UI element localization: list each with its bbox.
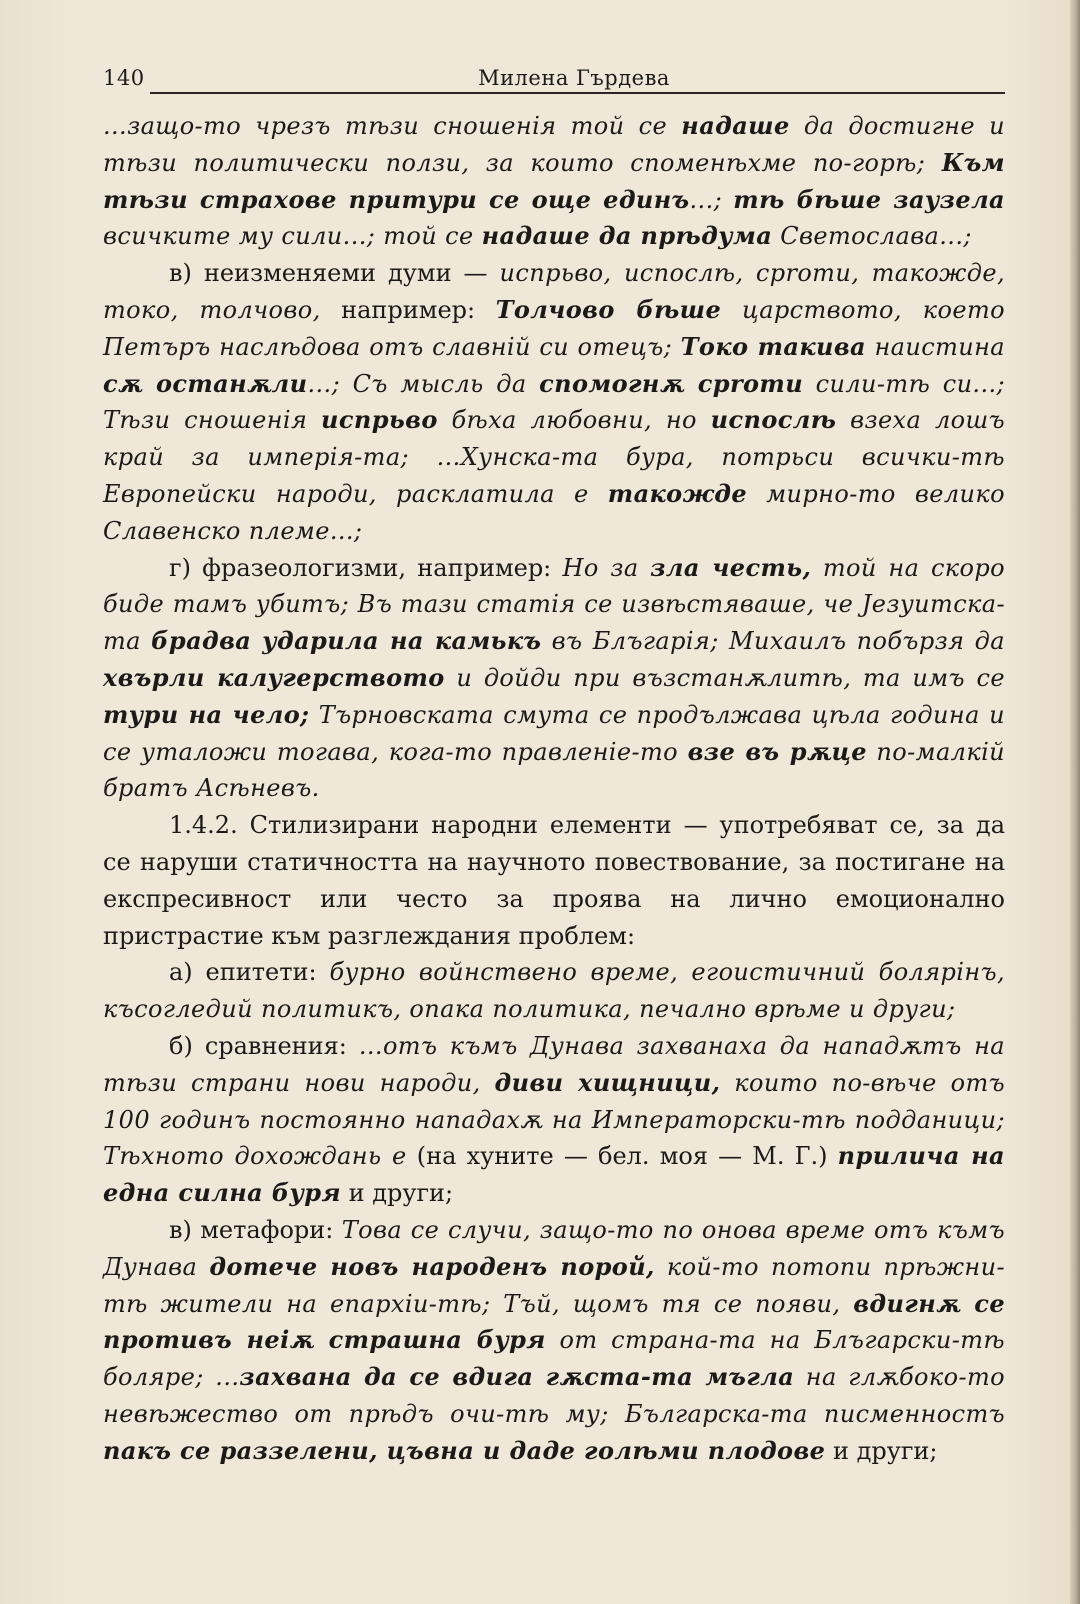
text-span: и други; [825, 1436, 938, 1465]
quoted-text-span: ...; Съ мысль да [307, 369, 540, 398]
quoted-text-span: испрьво [321, 405, 438, 435]
quoted-text-span: хвърли калугерството [103, 662, 445, 692]
quoted-text-span: тѣ бѣше заузела [733, 184, 1005, 214]
quoted-text-span: Търновската смута се продължава цѣла година и се уталожи тогава, кога-то правленіе-то [103, 700, 1005, 766]
quoted-text-span: захвана да се вдига гѫста-та мъгла [239, 1362, 795, 1392]
paragraph [103, 1028, 1005, 1212]
running-header [103, 64, 1005, 96]
quoted-text-span: кой-то потопи прѣжни-тѣ жители на епархіи-тѣ; Тъй, щомъ тя се появи, [103, 1252, 1005, 1318]
quoted-text-span: испослѣ [710, 405, 837, 435]
text-span: и други; [340, 1179, 454, 1208]
quoted-text-span: взе въ рѫце [687, 736, 867, 766]
quoted-text-span: въ Блъгарія; Михаилъ побързя да [541, 627, 1005, 656]
quoted-text-span: ...; [689, 185, 734, 214]
paragraph [103, 807, 1005, 954]
text-span: а) епитети: [169, 958, 330, 987]
quoted-text-span: царството, което Петъръ наслѣдова отъ славній си отецъ; [103, 295, 1005, 361]
quoted-text-span: от страна-та на Блъгарски-тѣ боляре; ... [103, 1326, 1006, 1392]
body-text [103, 108, 1005, 1469]
text-span: б) сравнения: [169, 1031, 359, 1060]
quoted-text-span: сили-тѣ си...; Тѣзи сношенія [103, 369, 1006, 435]
quoted-text-span: всичките му сили...; той се [103, 222, 482, 251]
quoted-text-span: наистина [865, 332, 1005, 361]
quoted-text-span: мирно-то велико Славенско племе...; [103, 479, 1005, 545]
page-edge [1070, 0, 1080, 1604]
quoted-text-span: ...отъ къмъ Дунава захванаха да нападѫтъ на тѣзи страни нови народи, [103, 1031, 1005, 1097]
quoted-text-span: испрьво, испослѣ, сproти, такожде, токо, толчово, [103, 259, 1005, 324]
quoted-text-span: ...защо-то чрезъ тѣзи сношенія той се [103, 112, 682, 140]
quoted-text-span: той на скоро биде тамъ убитъ; Въ тази статія се извѣстяваше, че Језуитска-та [103, 553, 1005, 656]
quoted-text-span: бурно войнствено време, егоистичний болярінъ, късогледий политикъ, опака политика, печално врѣме и други; [103, 958, 1005, 1024]
header-rule [150, 92, 1005, 94]
quoted-text-span: пакъ се раззелени, цъвна и даде голѣми плодове [103, 1435, 826, 1465]
quoted-text-span: които по-вѣче отъ 100 годинъ постоянно нападахѫ на Императорски-тѣ подданици; Тѣхното дохождань е [103, 1068, 1005, 1171]
quoted-text-span: по-малкій братъ Асѣневъ. [103, 737, 1006, 803]
quoted-text-span: надаше да прѣдума [481, 221, 773, 251]
quoted-text-span: сѫ останѫли [103, 368, 308, 398]
quoted-text-span: бѣха любовни, но [437, 406, 711, 435]
paragraph [103, 1212, 1005, 1470]
quoted-text-span: на глѫбоко-то невѣжество от прѣдъ очи-тѣ му; Българска-та писменностъ [103, 1363, 1005, 1428]
text-span: в) неизменяеми думи — [169, 259, 500, 288]
quoted-text-span: и дойди при възстанѫлитѣ, та имъ се [444, 663, 1005, 692]
quoted-text-span: да достигне и тѣзи политически ползи, за които споменѣхме по-горѣ; [103, 112, 1006, 177]
quoted-text-span: зла честь, [650, 552, 812, 582]
running-title: Милена Гърдева [478, 66, 670, 90]
text-span: 1.4.2. Стилизирани народни елементи — употребяват се, за да се наруши статичността на научното повествование, за постигане на експресивност или често за проява на лично емоционално пристрастие към разглеждания проблем: [103, 811, 1005, 950]
text-span: г) фразеологизми, например: [169, 553, 563, 582]
quoted-text-span: надаше [681, 111, 790, 140]
quoted-text-span: вдигнѫ се противъ неіѫ страшна буря [103, 1288, 1005, 1355]
paragraph [103, 550, 1005, 808]
quoted-text-span: прилича на една силна буря [103, 1141, 1005, 1208]
text-span: (на хуните — бел. моя — М. Г.) [406, 1142, 838, 1171]
quoted-text-span: тури на чело; [103, 699, 310, 729]
quoted-text-span: Токо такива [680, 331, 866, 361]
paragraph [103, 108, 1005, 255]
paragraph [103, 954, 1005, 1028]
quoted-text-span: Но за [562, 553, 651, 582]
quoted-text-span: Толчово бѣше [495, 294, 722, 324]
quoted-text-span: взеха лошъ край за имперія-та; ...Хунска-та бура, потрьси всички-тѣ Европейски народи, расклатила е [103, 406, 1006, 508]
paragraph [103, 255, 1005, 549]
quoted-text-span: брадва ударила на камькъ [151, 626, 542, 656]
quoted-text-span: дотече новъ народенъ порой, [209, 1251, 655, 1281]
quoted-text-span: Светослава...; [772, 222, 972, 251]
text-span: в) метафори: [169, 1215, 342, 1244]
text-span: например: [320, 295, 496, 324]
quoted-text-span: Това се случи, защо-то по онова време отъ къмъ Дунава [103, 1215, 1005, 1281]
page-number: 140 [103, 66, 145, 90]
quoted-text-span: диви хищници, [494, 1067, 721, 1097]
quoted-text-span: Към тѣзи страхове притури се още единъ [103, 147, 1005, 214]
quoted-text-span: такожде [607, 478, 748, 508]
quoted-text-span: спомогнѫ сproти [539, 368, 804, 398]
